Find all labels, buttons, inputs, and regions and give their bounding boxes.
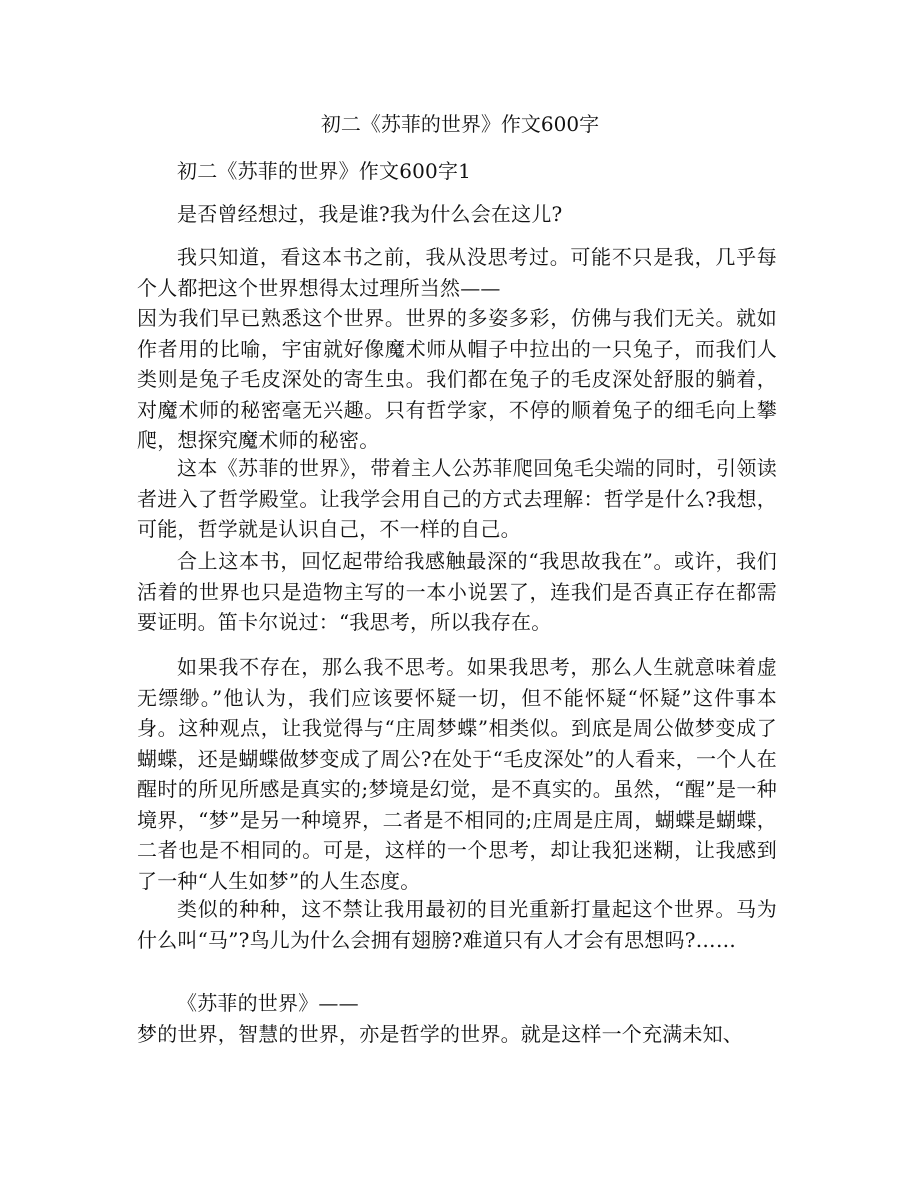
paragraph-3-text: 我只知道，看这本书之前，我从没思考过。可能不只是我，几乎每个人都把这个世界想得太过理所当然——	[137, 245, 777, 300]
paragraph-3	[137, 242, 777, 456]
paragraph-5	[137, 546, 777, 638]
paragraph-1	[137, 156, 777, 187]
document-title: 初二《苏菲的世界》作文600字	[320, 112, 600, 136]
paragraph-4-text: 这本《苏菲的世界》，带着主人公苏菲爬回兔毛尖端的同时，引领读者进入了哲学殿堂。让我学会用自己的方式去理解：哲学是什么?我想，可能，哲学就是认识自己，不一样的自己。	[137, 456, 777, 541]
paragraph-6-text: 如果我不存在，那么我不思考。如果我思考，那么人生就意味着虚无缥缈。”他认为，我们应该要怀疑一切，但不能怀疑“怀疑”这件事本身。这种观点，让我觉得与“庄周梦蝶”相类似。到底是周公做梦变成了蝴蝶，还是蝴蝶做梦变成了周公?在处于“毛皮深处”的人看来，一个人在醒时的所见所感是真实的;梦境是幻觉，是不真实的。虽然，“醒”是一种境界，“梦”是另一种境界，二者是不相同的;庄周是庄周，蝴蝶是蝴蝶，二者也是不相同的。可是，这样的一个思考，却让我犯迷糊，让我感到了一种“人生如梦”的人生态度。	[137, 655, 777, 893]
paragraph-4	[137, 453, 777, 545]
paragraph-6	[137, 652, 777, 896]
paragraph-8-text: 《苏菲的世界》——	[177, 991, 359, 1015]
paragraph-8-continuation: 梦的世界，智慧的世界，亦是哲学的世界。就是这样一个充满未知、	[137, 1021, 743, 1046]
paragraph-2-text: 是否曾经想过，我是谁?我为什么会在这儿?	[177, 202, 563, 226]
paragraph-3-continuation: 因为我们早已熟悉这个世界。世界的多姿多彩，仿佛与我们无关。就如作者用的比喻，宇宙就好像魔术师从帽子中拉出的一只兔子，而我们人类则是兔子毛皮深处的寄生虫。我们都在兔子的毛皮深处舒服的躺着，对魔术师的秘密毫无兴趣。只有哲学家，不停的顺着兔子的细毛向上攀爬，想探究魔术师的秘密。	[137, 306, 777, 452]
paragraph-7-text: 类似的种种，这不禁让我用最初的目光重新打量起这个世界。马为什么叫“马”?鸟儿为什么会拥有翅膀?难道只有人才会有思想吗?……	[137, 897, 777, 952]
paragraph-1-text: 初二《苏菲的世界》作文600字1	[177, 159, 472, 183]
paragraph-2	[137, 199, 777, 230]
paragraph-8	[137, 988, 777, 1049]
paragraph-7	[137, 894, 777, 955]
paragraph-5-text: 合上这本书，回忆起带给我感触最深的“我思故我在”。或许，我们活着的世界也只是造物主写的一本小说罢了，连我们是否真正存在都需要证明。笛卡尔说过：“我思考，所以我存在。	[137, 549, 777, 634]
